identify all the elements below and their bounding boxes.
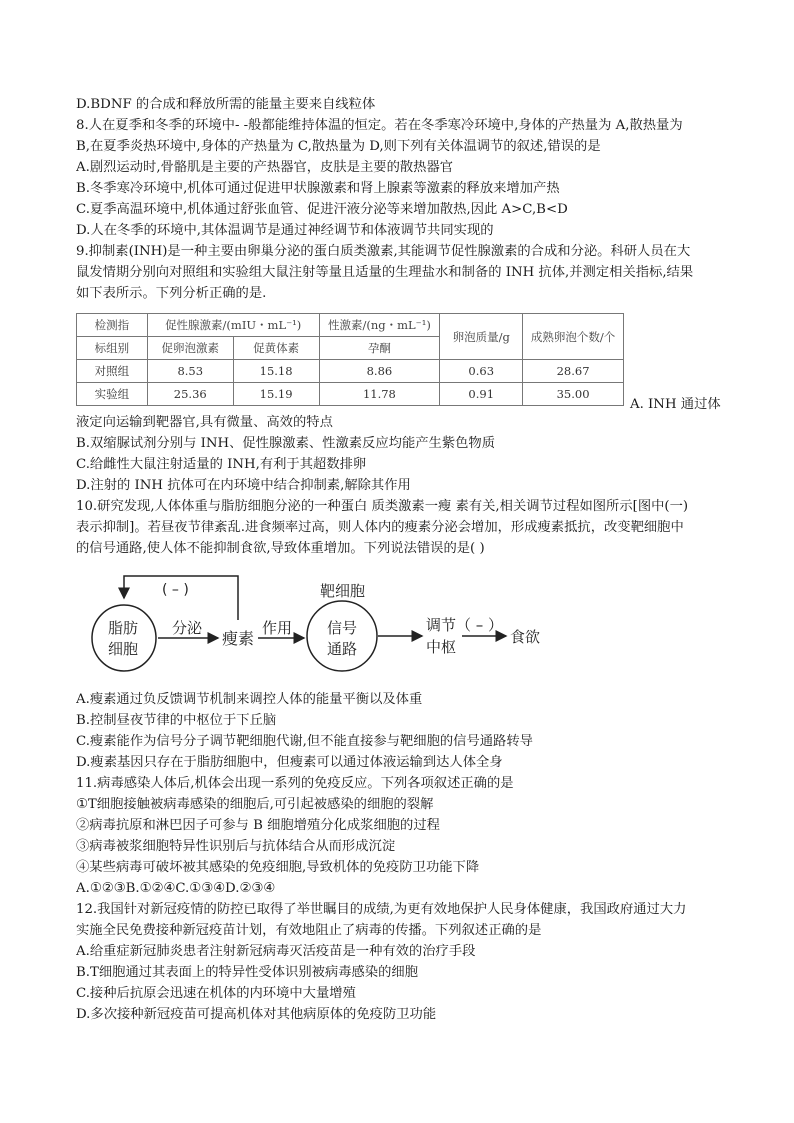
- table-row: [77, 360, 624, 383]
- question-11-item-4: ④某些病毒可破坏被其感染的免疫细胞,导致机体的免疫防卫功能下降: [76, 860, 480, 875]
- signal-label-2: 通路: [327, 640, 358, 658]
- target-cell-label: 靶细胞: [320, 582, 366, 600]
- question-10-option-a: A.瘦素通过负反馈调节机制来调控人体的能量平衡以及体重: [76, 692, 423, 707]
- table-header-cell: 检测指: [77, 314, 148, 337]
- table-cell: 15.19: [233, 383, 319, 406]
- question-10-option-d: D.瘦素基因只存在于脂肪细胞中，但瘦素可以通过体液运输到达人体全身: [76, 755, 503, 770]
- question-11-options: A.①②③B.①②④C.①③④D.②③④: [76, 881, 276, 896]
- leptin-label: 瘦素: [222, 629, 255, 648]
- table-header-cell: 促黄体素: [233, 337, 319, 360]
- question-10-stem-cont: 表示抑制]。若昼夜节律紊乱.进食频率过高，则人体内的瘦素分泌会增加，形成瘦素抵抗，改变靶细胞中: [76, 520, 684, 535]
- question-12-option-a: A.给重症新冠肺炎患者注射新冠病毒灭活疫苗是一种有效的治疗手段: [76, 944, 476, 959]
- question-9-stem-cont: 鼠发情期分别向对照组和实验组大鼠注射等量且适量的生理盐水和制备的 INH 抗体,并测定相关指标,结果: [76, 265, 694, 280]
- question-11-item-3: ③病毒被浆细胞特异性识别后与抗体结合从而形成沉淀: [76, 839, 396, 854]
- question-12-option-d: D.多次接种新冠疫苗可提高机体对其他病原体的免疫防卫功能: [76, 1007, 437, 1022]
- table-cell: 35.00: [523, 383, 624, 406]
- question-12-option-c: C.接种后抗原会迅速在机体的内环境中大量增殖: [76, 986, 356, 1001]
- table-header-cell: 促性腺激素/(mIU・mL⁻¹): [147, 314, 319, 337]
- table-header-cell: 成熟卵泡个数/个: [523, 314, 624, 360]
- fat-cell-label-1: 脂肪: [108, 619, 139, 637]
- question-9-option-c: C.给雌性大鼠注射适量的 INH,有利于其超数排卵: [76, 457, 367, 472]
- table-cell: 0.91: [440, 383, 523, 406]
- table-cell: 8.53: [147, 360, 233, 383]
- fat-cell-circle: [92, 605, 156, 671]
- question-9-stem-end: 如下表所示。下列分析正确的是.: [76, 286, 267, 301]
- act-label: 作用: [262, 619, 293, 637]
- question-8-option-b: B.冬季寒冷环境中,机体可通过促进甲状腺激素和肾上腺素等激素的释放来增加产热: [76, 181, 560, 196]
- question-10-option-c: C.瘦素能作为信号分子调节靶细胞代谢,但不能直接参与靶细胞的信号通路转导: [76, 734, 533, 749]
- question-9-option-d: D.注射的 INH 抗体可在内环境中结合抑制素,解除其作用: [76, 478, 411, 493]
- signal-label-1: 信号: [327, 619, 358, 637]
- question-8-stem-cont: B,在夏季炎热环境中,身体的产热量为 C,散热量为 D,则下列有关体温调节的叙述,错误的是: [76, 139, 601, 154]
- question-12-stem: 12.我国针对新冠疫情的防控已取得了举世瞩目的成绩,为更有效地保护人民身体健康，我国政府通过大力: [76, 902, 687, 917]
- question-12-stem-cont: 实施全民免费接种新冠疫苗计划，有效地阻止了病毒的传播。下列叙述正确的是: [76, 923, 542, 938]
- table-cell: 11.78: [319, 383, 440, 406]
- question-8-option-c: C.夏季高温环境中,机体通过舒张血管、促进汗液分泌等来增加散热,因此 A>C,B<D: [76, 202, 568, 217]
- table-header-cell: 性激素/(ng・mL⁻¹): [319, 314, 440, 337]
- question-8-option-a: A.剧烈运动时,骨骼肌是主要的产热器官，皮肤是主要的散热器官: [76, 160, 454, 175]
- table-cell: 15.18: [233, 360, 319, 383]
- table-row: [77, 383, 624, 406]
- question-10-stem: 10.研究发现,人体体重与脂肪细胞分泌的一种蛋白 质类激素一瘦 素有关,相关调节过程如图所示[图中(一): [76, 499, 689, 514]
- feedback-inhibit-label: ( – ): [162, 582, 189, 598]
- question-8-stem: 8.人在夏季和冬季的环境中- -般都能维持体温的恒定。若在冬季寒冷环境中,身体的产热量为 A,散热量为: [76, 118, 683, 133]
- question-11-item-2: ②病毒抗原和淋巴因子可参与 B 细胞增殖分化成浆细胞的过程: [76, 818, 440, 833]
- option-line: D.BDNF 的合成和释放所需的能量主要来自线粒体: [76, 97, 376, 112]
- table-cell: 对照组: [77, 360, 148, 383]
- table-cell: 28.67: [523, 360, 624, 383]
- regulate-label: 调节（ – ）: [426, 616, 504, 634]
- table-cell: 8.86: [319, 360, 440, 383]
- table-header-cell: 孕酮: [319, 337, 440, 360]
- table-header-cell: 促卵泡激素: [147, 337, 233, 360]
- table-cell: 25.36: [147, 383, 233, 406]
- appetite-label: 食欲: [510, 628, 541, 646]
- center-label: 中枢: [426, 638, 457, 656]
- question-9-option-a: A. INH 通过体: [630, 397, 721, 412]
- question-9-option-a-cont: 液定向运输到靶器官,具有微量、高效的特点: [76, 415, 333, 430]
- table-header-row: [77, 314, 624, 337]
- hormone-data-table: [76, 313, 624, 406]
- table-cell: 0.63: [440, 360, 523, 383]
- question-11-stem: 11.病毒感染人体后,机体会出现一系列的免疫反应。下列各项叙述正确的是: [76, 776, 514, 791]
- leptin-regulation-diagram: [76, 568, 576, 688]
- fat-cell-label-2: 细胞: [108, 640, 139, 658]
- question-11-item-1: ①T细胞接触被病毒感染的细胞后,可引起被感染的细胞的裂解: [76, 797, 434, 812]
- table-header-cell: 卵泡质量/g: [440, 314, 523, 360]
- question-12-option-b: B.T细胞通过其表面上的特异性受体识别被病毒感染的细胞: [76, 965, 418, 980]
- question-8-option-d: D.人在冬季的环境中,其体温调节是通过神经调节和体液调节共同实现的: [76, 223, 494, 238]
- secrete-label: 分泌: [172, 619, 203, 637]
- table-cell: 实验组: [77, 383, 148, 406]
- question-10-option-b: B.控制昼夜节律的中枢位于下丘脑: [76, 713, 277, 728]
- question-9-stem: 9.抑制素(INH)是一种主要由卵巢分泌的蛋白质类激素,其能调节促性腺激素的合成和分泌。科研人员在大: [76, 244, 691, 259]
- table-header-cell: 标组别: [77, 337, 148, 360]
- question-9-option-b: B.双缩脲试剂分别与 INH、促性腺激素、性激素反应均能产生紫色物质: [76, 436, 496, 451]
- question-10-stem-end: 的信号通路,使人体不能抑制食欲,导致体重增加。下列说法错误的是( ): [76, 541, 485, 556]
